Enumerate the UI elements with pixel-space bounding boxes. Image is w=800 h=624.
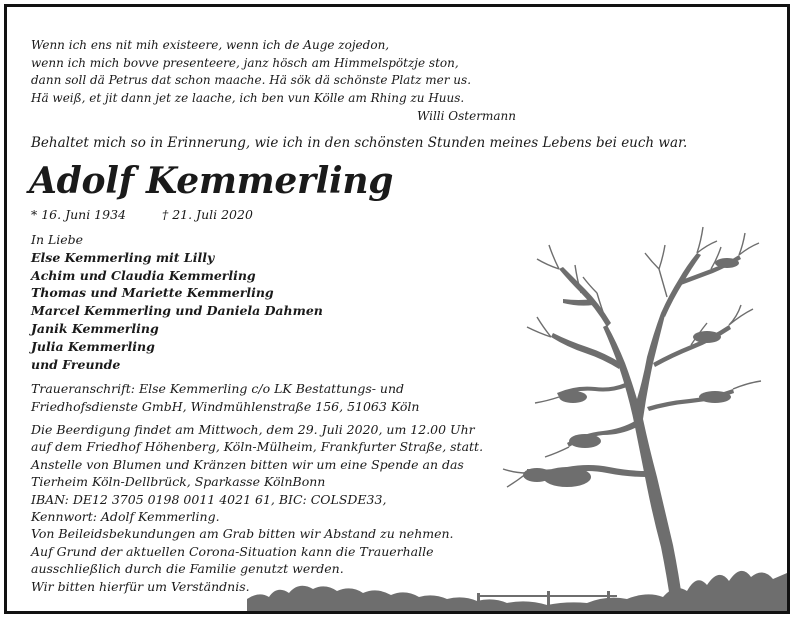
- address-line: Friedhofsdienste GmbH, Windmühlenstraße 156, 51063 Köln: [31, 398, 420, 414]
- details-line: Wir bitten hierfür um Verständnis.: [31, 578, 250, 594]
- mourner-name: Else Kemmerling mit Lilly: [31, 249, 215, 265]
- death-date: † 21. Juli 2020: [161, 207, 253, 222]
- obituary-frame: [4, 4, 790, 614]
- details-line: IBAN: DE12 3705 0198 0011 4021 61, BIC: COLSDE33,: [31, 491, 387, 507]
- funeral-details: [31, 421, 483, 595]
- mourner-name: Achim und Claudia Kemmerling: [31, 267, 256, 283]
- mourners-list: [31, 231, 323, 373]
- details-line: Tierheim Köln-Dellbrück, Sparkasse KölnBonn: [31, 474, 326, 490]
- poem-line: Hä weiß, et jit dann jet ze laache, ich ben vun Kölle am Rhing zu Huus.: [31, 90, 465, 105]
- poem-line: Wenn ich ens nit mih existeere, wenn ich de Auge zojedon,: [31, 38, 390, 52]
- memorial-tagline: Behaltet mich so in Erinnerung, wie ich in den schönsten Stunden meines Lebens bei euch war.: [31, 135, 688, 151]
- deceased-name: Adolf Kemmerling: [29, 160, 394, 202]
- details-line: Die Beerdigung findet am Mittwoch, dem 29. Juli 2020, um 12.00 Uhr: [31, 422, 475, 437]
- details-line: ausschließlich durch die Familie genutzt werden.: [31, 561, 344, 577]
- life-dates: [31, 207, 253, 222]
- poem: [31, 37, 511, 107]
- poem-line: wenn ich mich bovve presenteere, janz hösch am Himmelspötzje ston,: [31, 55, 459, 70]
- mourner-name: Janik Kemmerling: [31, 320, 159, 336]
- mourner-name: Julia Kemmerling: [31, 338, 155, 354]
- details-line: Kennwort: Adolf Kemmerling.: [31, 509, 220, 525]
- details-line: Auf Grund der aktuellen Corona-Situation kann die Trauerhalle: [31, 543, 434, 559]
- details-line: Anstelle von Blumen und Kränzen bitten wir um eine Spende an das: [31, 456, 464, 472]
- mourning-address: [31, 380, 419, 416]
- poem-line: dann soll dä Petrus dat schon maache. Hä sök dä schönste Platz mer us.: [31, 73, 472, 87]
- address-line: Traueranschrift: Else Kemmerling c/o LK Bestattungs- und: [31, 381, 405, 396]
- birth-date: * 16. Juni 1934: [31, 207, 126, 222]
- mourner-name: Marcel Kemmerling und Daniela Dahmen: [31, 303, 323, 319]
- details-line: auf dem Friedhof Höhenberg, Köln-Mülheim, Frankfurter Straße, statt.: [31, 439, 484, 455]
- mourner-name: Thomas und Mariette Kemmerling: [31, 285, 274, 301]
- mourners-intro: In Liebe: [31, 232, 84, 247]
- details-line: Von Beileidsbekundungen am Grab bitten wir Abstand zu nehmen.: [31, 526, 454, 542]
- mourner-name: und Freunde: [31, 356, 121, 372]
- poem-author: Willi Ostermann: [417, 109, 516, 123]
